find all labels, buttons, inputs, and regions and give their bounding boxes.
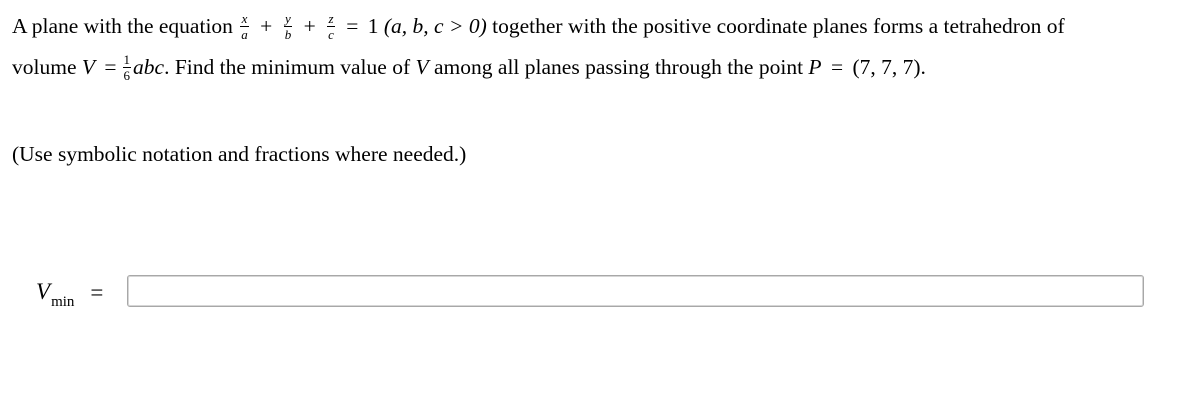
equals-sign: = xyxy=(104,55,117,79)
fraction-numerator: z xyxy=(328,10,334,26)
fraction-denominator: b xyxy=(284,26,292,42)
abc-product: abc xyxy=(133,55,165,79)
point-coordinates: (7, 7, 7). xyxy=(852,55,926,79)
equals-sign: = xyxy=(346,14,359,38)
fraction-numerator: 1 xyxy=(123,51,131,67)
problem-text-suffix: together with the positive coordinate planes forms a tetrahedron of xyxy=(492,14,1065,38)
instruction-text: (Use symbolic notation and fractions where needed.) xyxy=(12,142,467,166)
fraction-denominator: 6 xyxy=(123,67,131,83)
plus-sign: + xyxy=(260,14,273,38)
equals-sign: = xyxy=(830,55,844,79)
plus-sign: + xyxy=(303,14,316,38)
answer-input[interactable] xyxy=(127,275,1144,307)
equation-rhs: 1 xyxy=(367,14,379,38)
fraction-denominator: c xyxy=(328,26,334,42)
fraction-denominator: a xyxy=(241,26,248,42)
fraction-numerator: y xyxy=(285,10,291,26)
fraction-numerator: x xyxy=(241,10,248,26)
answer-variable-letter: V xyxy=(36,278,51,304)
answer-variable xyxy=(36,274,74,313)
fraction-y-over-b xyxy=(284,12,293,41)
problem-text-volume: volume xyxy=(12,55,77,79)
volume-variable: V xyxy=(81,55,96,79)
problem-text-planes: among all planes passing through the point xyxy=(434,55,804,79)
volume-variable-2: V xyxy=(415,55,429,79)
fraction-z-over-c xyxy=(327,12,335,41)
fraction-x-over-a xyxy=(240,12,249,41)
point-variable: P xyxy=(808,55,822,79)
problem-text-find: . Find the minimum value of xyxy=(164,55,411,79)
answer-equals-sign: = xyxy=(90,280,104,305)
answer-variable-subscript: min xyxy=(51,293,75,310)
fraction-one-sixth xyxy=(123,53,132,82)
problem-statement xyxy=(12,6,1188,88)
problem-text-prefix: A plane with the equation xyxy=(12,14,233,38)
answer-label xyxy=(36,275,103,311)
positivity-condition: (a, b, c > 0) xyxy=(383,14,487,38)
problem-line-2 xyxy=(12,47,1188,88)
problem-line-1 xyxy=(12,6,1188,47)
